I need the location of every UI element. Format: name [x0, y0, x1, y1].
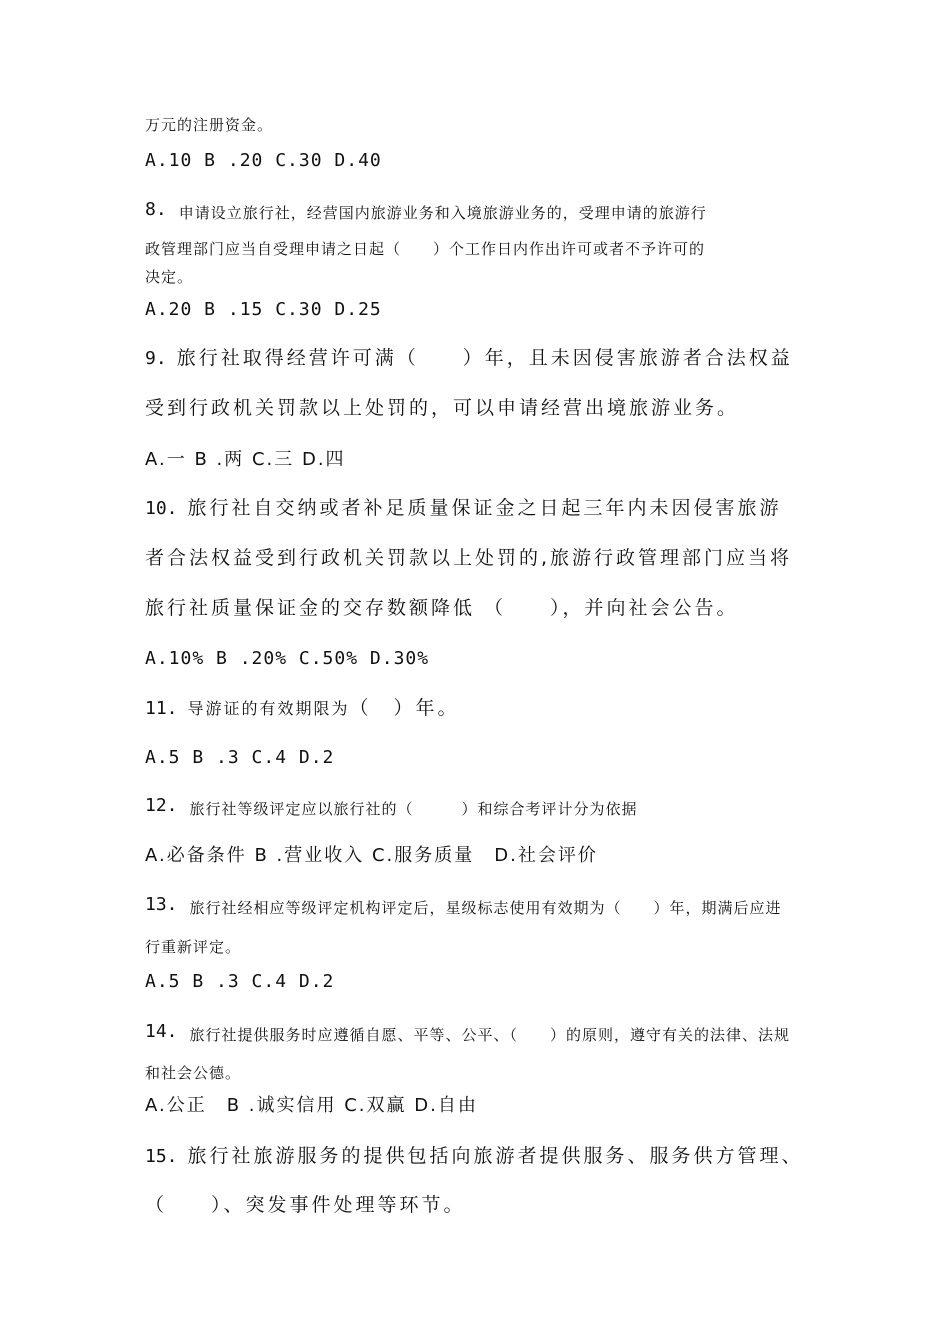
q8-line-1: [145, 199, 707, 222]
q15-line-1: [145, 1147, 804, 1166]
q7-tail-text: 万元的注册资金。: [145, 116, 274, 134]
q15-number: 15.: [145, 1146, 178, 1167]
q9-line-2: 受到行政机关罚款以上处罚的，可以申请经营出境旅游业务。: [145, 397, 740, 419]
q12-number: 12.: [145, 795, 178, 816]
q13-options: A.5 B .3 C.4 D.2: [145, 971, 335, 992]
q14-number: 14.: [145, 1021, 178, 1042]
q9-text-1: 旅行社取得经营许可满（ ）年，且未因侵害旅游者合法权益: [176, 347, 793, 369]
q10-line-2: 者合法权益受到行政机关罚款以上处罚的,旅游行政管理部门应当将: [145, 547, 793, 569]
q10-number: 10.: [145, 498, 178, 519]
q13-number: 13.: [145, 894, 178, 915]
q9-number: 9.: [145, 348, 167, 369]
q9-line-1: [145, 349, 793, 368]
q8-line-2: 政管理部门应当自受理申请之日起（ ）个工作日内作出许可或者不予许可的: [145, 240, 706, 258]
q13-line-1: [145, 894, 782, 917]
q12-text-1: 旅行社等级评定应以旅行社的（ ）和综合考评计分为依据: [189, 800, 638, 818]
q11-line-1: [145, 699, 460, 718]
q13-line-2: 行重新评定。: [145, 938, 242, 956]
q8-line-3: 决定。: [145, 268, 194, 286]
q14-line-2: 和社会公德。: [145, 1064, 242, 1082]
q11-text-1: 导游证的有效期限为: [187, 699, 350, 718]
q11-number: 11.: [145, 698, 178, 719]
q11-options: A.5 B .3 C.4 D.2: [145, 747, 335, 768]
q8-options: A.20 B .15 C.30 D.25: [145, 299, 382, 320]
q11-text-2: （ ）年。: [349, 697, 460, 719]
q12-options: A.必备条件 B .营业收入 C.服务质量 D.社会评价: [145, 845, 598, 866]
q8-number: 8.: [145, 199, 167, 220]
q10-text-1: 旅行社自交纳或者补足质量保证金之日起三年内未因侵害旅游: [187, 497, 782, 519]
q10-line-1: [145, 499, 782, 518]
q7-options: A.10 B .20 C.30 D.40: [145, 150, 382, 171]
q9-options: A.一 B .两 C.三 D.四: [145, 449, 346, 470]
q10-line-3: 旅行社质量保证金的交存数额降低 （ ），并向社会公告。: [145, 597, 739, 619]
q15-line-2: （ ）、突发事件处理等环节。: [145, 1194, 466, 1216]
q12-line-1: [145, 795, 638, 818]
q14-options: A.公正 B .诚实信用 C.双赢 D.自由: [145, 1095, 478, 1116]
q13-text-1: 旅行社经相应等级评定机构评定后，星级标志使用有效期为（ ）年，期满后应进: [189, 899, 782, 917]
q14-line-1: [145, 1021, 791, 1044]
q10-options: A.10% B .20% C.50% D.30%: [145, 648, 430, 669]
q15-text-1: 旅行社旅游服务的提供包括向旅游者提供服务、服务供方管理、: [187, 1145, 804, 1167]
q14-text-1: 旅行社提供服务时应遵循自愿、平等、公平、（ ）的原则，遵守有关的法律、法规: [189, 1026, 791, 1044]
q8-text-1: 申请设立旅行社，经营国内旅游业务和入境旅游业务的，受理申请的旅游行: [178, 204, 707, 222]
